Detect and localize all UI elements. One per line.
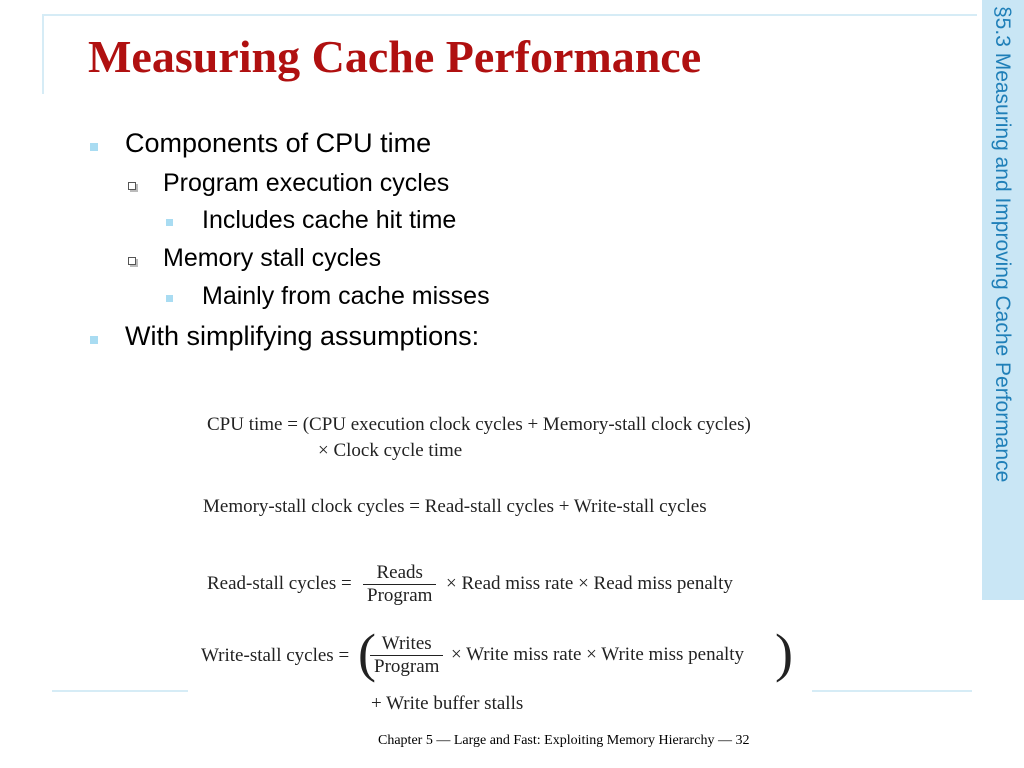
- right-parenthesis-icon: ): [775, 623, 793, 683]
- equation-memory-stall: Memory-stall clock cycles = Read-stall cycles + Write-stall cycles: [203, 496, 707, 517]
- fraction-denominator: Program: [374, 656, 440, 677]
- fraction-reads-per-program: [363, 562, 436, 607]
- bullet-square-icon: [90, 336, 98, 344]
- slide-footer: Chapter 5 — Large and Fast: Exploiting Memory Hierarchy — 32: [378, 733, 750, 748]
- equation-cpu-time-continued: × Clock cycle time: [318, 440, 463, 461]
- bullet-level3: Mainly from cache misses: [202, 282, 490, 310]
- bullet-level1: With simplifying assumptions:: [125, 321, 480, 351]
- fraction-numerator: Reads: [363, 562, 436, 585]
- equation-write-stall-lhs: Write-stall cycles =: [201, 645, 350, 666]
- bullet-level1: Components of CPU time: [125, 128, 432, 158]
- fraction-numerator: Writes: [370, 633, 443, 656]
- equation-write-buffer-stalls: + Write buffer stalls: [371, 693, 524, 714]
- slide-title: Measuring Cache Performance: [88, 31, 702, 82]
- bullet-level2: Memory stall cycles: [163, 244, 382, 272]
- bullet-level3: Includes cache hit time: [202, 206, 457, 234]
- equation-cpu-time: CPU time = (CPU execution clock cycles + Memory-stall clock cycles): [207, 414, 751, 435]
- bullet-square-icon: [166, 219, 173, 226]
- section-sidebar: [982, 0, 1024, 600]
- bullet-level2: Program execution cycles: [163, 169, 450, 197]
- equation-write-stall-rhs: × Write miss rate × Write miss penalty: [451, 644, 745, 665]
- equation-read-stall-lhs: Read-stall cycles =: [207, 573, 352, 594]
- bullet-hollow-square-icon: [128, 257, 136, 265]
- left-parenthesis-icon: (: [358, 623, 376, 683]
- footer-line-right: [812, 690, 972, 692]
- equation-read-stall-rhs: × Read miss rate × Read miss penalty: [446, 573, 733, 594]
- footer-line-left: [52, 690, 188, 692]
- frame-vertical-line: [42, 14, 44, 94]
- bullet-hollow-square-icon: [128, 182, 136, 190]
- bullet-square-icon: [166, 295, 173, 302]
- fraction-writes-per-program: [370, 633, 443, 678]
- frame-top-line: [42, 14, 977, 16]
- fraction-denominator: Program: [367, 585, 433, 606]
- section-label: §5.3 Measuring and Improving Cache Performance: [991, 6, 1014, 483]
- bullet-square-icon: [90, 143, 98, 151]
